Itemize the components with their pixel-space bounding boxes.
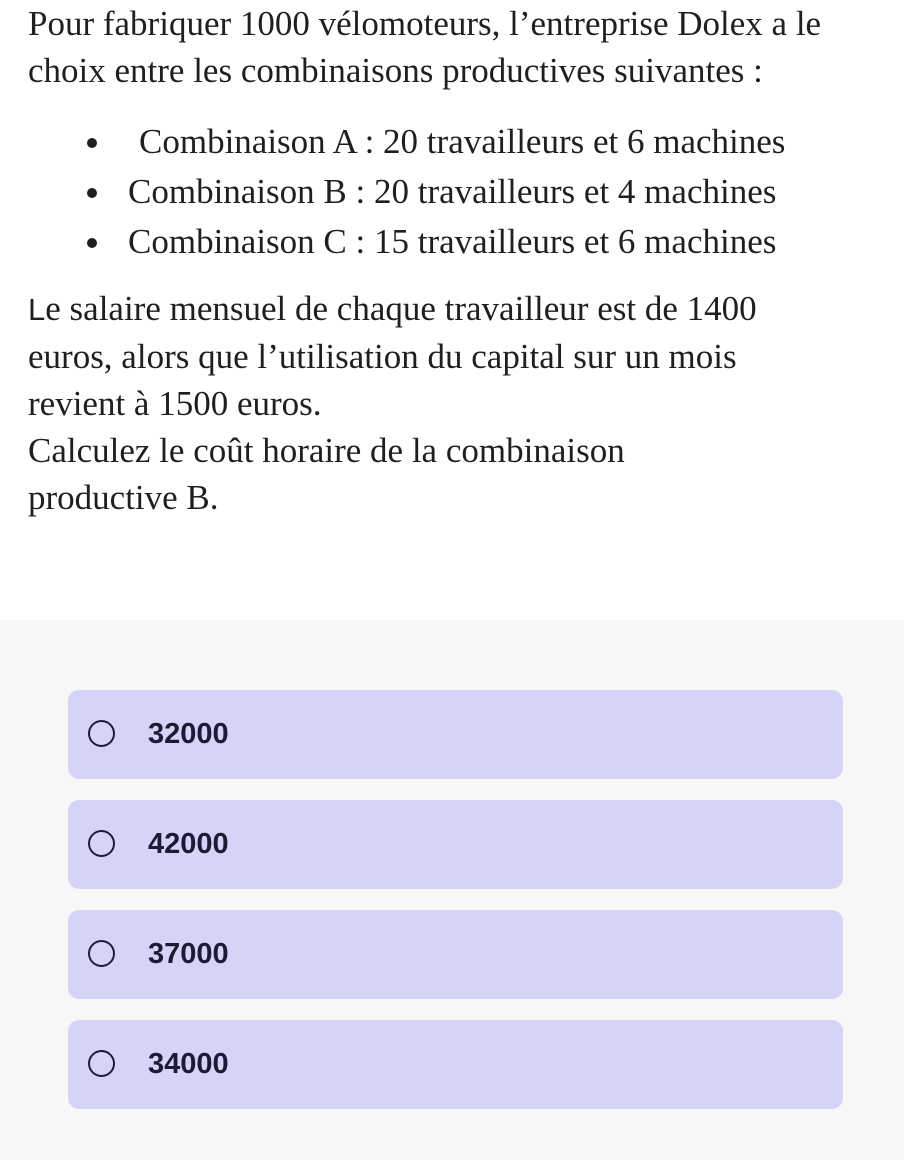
answer-label: 42000 bbox=[148, 828, 229, 860]
bullet-icon bbox=[87, 138, 97, 148]
combination-b: Combinaison B : 20 travailleurs et 4 machines bbox=[128, 172, 777, 211]
radio-button-icon[interactable] bbox=[88, 720, 115, 747]
para-line-5: productive B. bbox=[28, 478, 219, 517]
combination-c: Combinaison C : 15 travailleurs et 6 machines bbox=[128, 222, 777, 261]
radio-button-icon[interactable] bbox=[88, 1050, 115, 1077]
answer-option-34000[interactable] bbox=[68, 1020, 843, 1109]
para-line-1-rest: e salaire mensuel de chaque travailleur est de 1400 bbox=[45, 289, 757, 328]
combination-list bbox=[0, 118, 904, 268]
para-line-4: Calculez le coût horaire de la combinaison bbox=[28, 431, 625, 470]
combination-a: Combinaison A : 20 travailleurs et 6 machines bbox=[139, 122, 786, 161]
intro-line-2: choix entre les combinaisons productives suivantes : bbox=[28, 51, 763, 90]
para-line-3: revient à 1500 euros. bbox=[28, 384, 322, 423]
answer-option-42000[interactable] bbox=[68, 800, 843, 889]
list-item bbox=[0, 168, 904, 218]
radio-button-icon[interactable] bbox=[88, 940, 115, 967]
list-item bbox=[0, 218, 904, 268]
answer-option-37000[interactable] bbox=[68, 910, 843, 999]
answer-label: 32000 bbox=[148, 718, 229, 750]
para-line-2: euros, alors que l’utilisation du capital sur un mois bbox=[28, 337, 737, 376]
answer-option-32000[interactable] bbox=[68, 690, 843, 779]
bullet-icon bbox=[87, 238, 97, 248]
question-paragraph bbox=[28, 285, 888, 521]
radio-button-icon[interactable] bbox=[88, 830, 115, 857]
question-intro bbox=[28, 0, 888, 94]
para-line-1 bbox=[28, 285, 888, 333]
intro-line-1: Pour fabriquer 1000 vélomoteurs, l’entreprise Dolex a le bbox=[28, 4, 822, 43]
list-item bbox=[0, 118, 904, 168]
answer-label: 34000 bbox=[148, 1048, 229, 1080]
answer-options bbox=[68, 690, 843, 1130]
answer-label: 37000 bbox=[148, 938, 229, 970]
bullet-icon bbox=[87, 188, 97, 198]
para-first-letter: L bbox=[28, 292, 46, 327]
